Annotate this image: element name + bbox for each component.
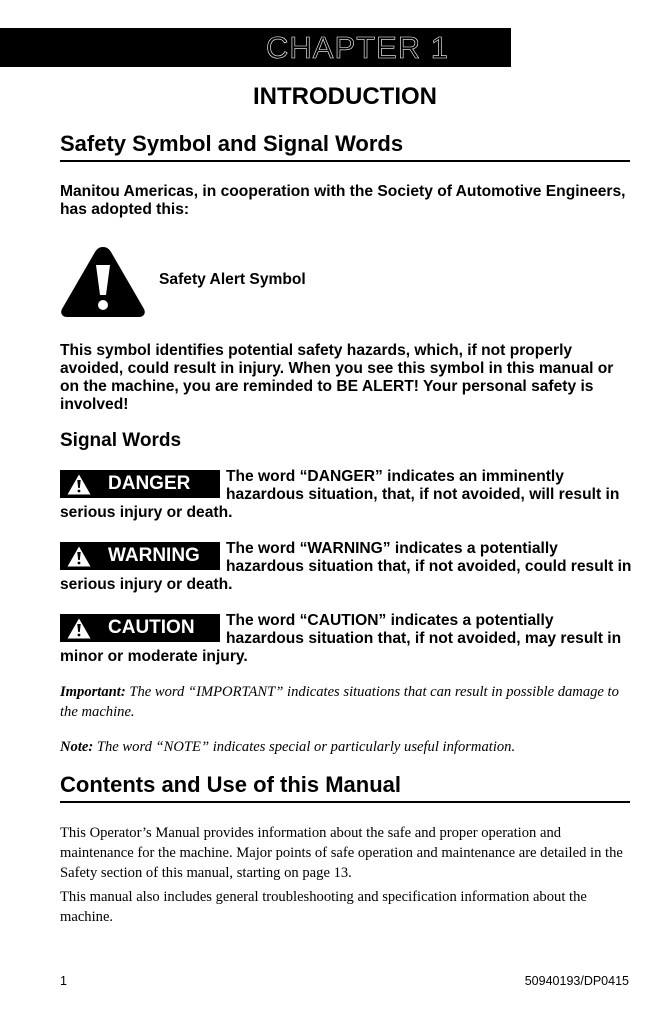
page-number: 1 (60, 974, 67, 988)
safety-alert-triangle-icon (60, 245, 146, 319)
safety-symbol-explanation: This symbol identifies potential safety hazards, which, if not properly avoided, could result in injury. When you see this symbol in this manual or on the machine, you are reminded to BE ALERT! Your personal safety is involved! (60, 342, 614, 413)
warning-badge-label: WARNING (108, 545, 200, 566)
contents-section-heading: Contents and Use of this Manual (60, 772, 402, 797)
note-text: The word “NOTE” indicates special or particularly useful information. (93, 739, 516, 755)
important-text: The word “IMPORTANT” indicates situations that can result in possible damage to the machine. (60, 684, 619, 720)
general-note (60, 737, 632, 757)
important-label: Important: (60, 684, 126, 700)
danger-description: The word “DANGER” indicates an imminently hazardous situation, that, if not avoided, will result in serious injury or death. (60, 468, 620, 521)
page-title: INTRODUCTION (253, 83, 437, 110)
caution-badge-label: CAUTION (108, 617, 195, 638)
signal-word-warning (60, 540, 632, 594)
note-label: Note: (60, 739, 94, 755)
warning-triangle-icon (67, 546, 91, 567)
signal-words-heading: Signal Words (60, 430, 182, 451)
signal-word-danger (60, 468, 632, 522)
warning-triangle-icon (67, 618, 91, 639)
safety-intro-text: Manitou Americas, in cooperation with the Society of Automotive Engineers, has adopted this: (60, 183, 626, 218)
section-divider (60, 160, 630, 162)
warning-description: The word “WARNING” indicates a potentially hazardous situation that, if not avoided, could result in serious injury or death. (60, 540, 632, 593)
document-id: 50940193/DP0415 (524, 974, 629, 988)
safety-section-heading: Safety Symbol and Signal Words (60, 131, 404, 156)
warning-badge (60, 542, 220, 570)
contents-paragraph-1: This Operator’s Manual provides information about the safe and proper operation and maintenance for the machine. Major points of safe operation and maintenance are detailed in the Safety section of this manual, starting on page 13. (60, 825, 623, 881)
chapter-label: CHAPTER 1 (266, 30, 449, 65)
important-note (60, 682, 632, 722)
warning-triangle-icon (67, 474, 91, 495)
signal-word-caution (60, 612, 632, 666)
danger-badge-label: DANGER (108, 473, 191, 494)
caution-description: The word “CAUTION” indicates a potentially hazardous situation that, if not avoided, may result in minor or moderate injury. (60, 612, 622, 665)
caution-badge (60, 614, 220, 642)
section-divider (60, 801, 630, 803)
safety-alert-label: Safety Alert Symbol (159, 271, 306, 288)
danger-badge (60, 470, 220, 498)
contents-paragraph-2: This manual also includes general troubleshooting and specification information about the machine. (60, 889, 587, 925)
